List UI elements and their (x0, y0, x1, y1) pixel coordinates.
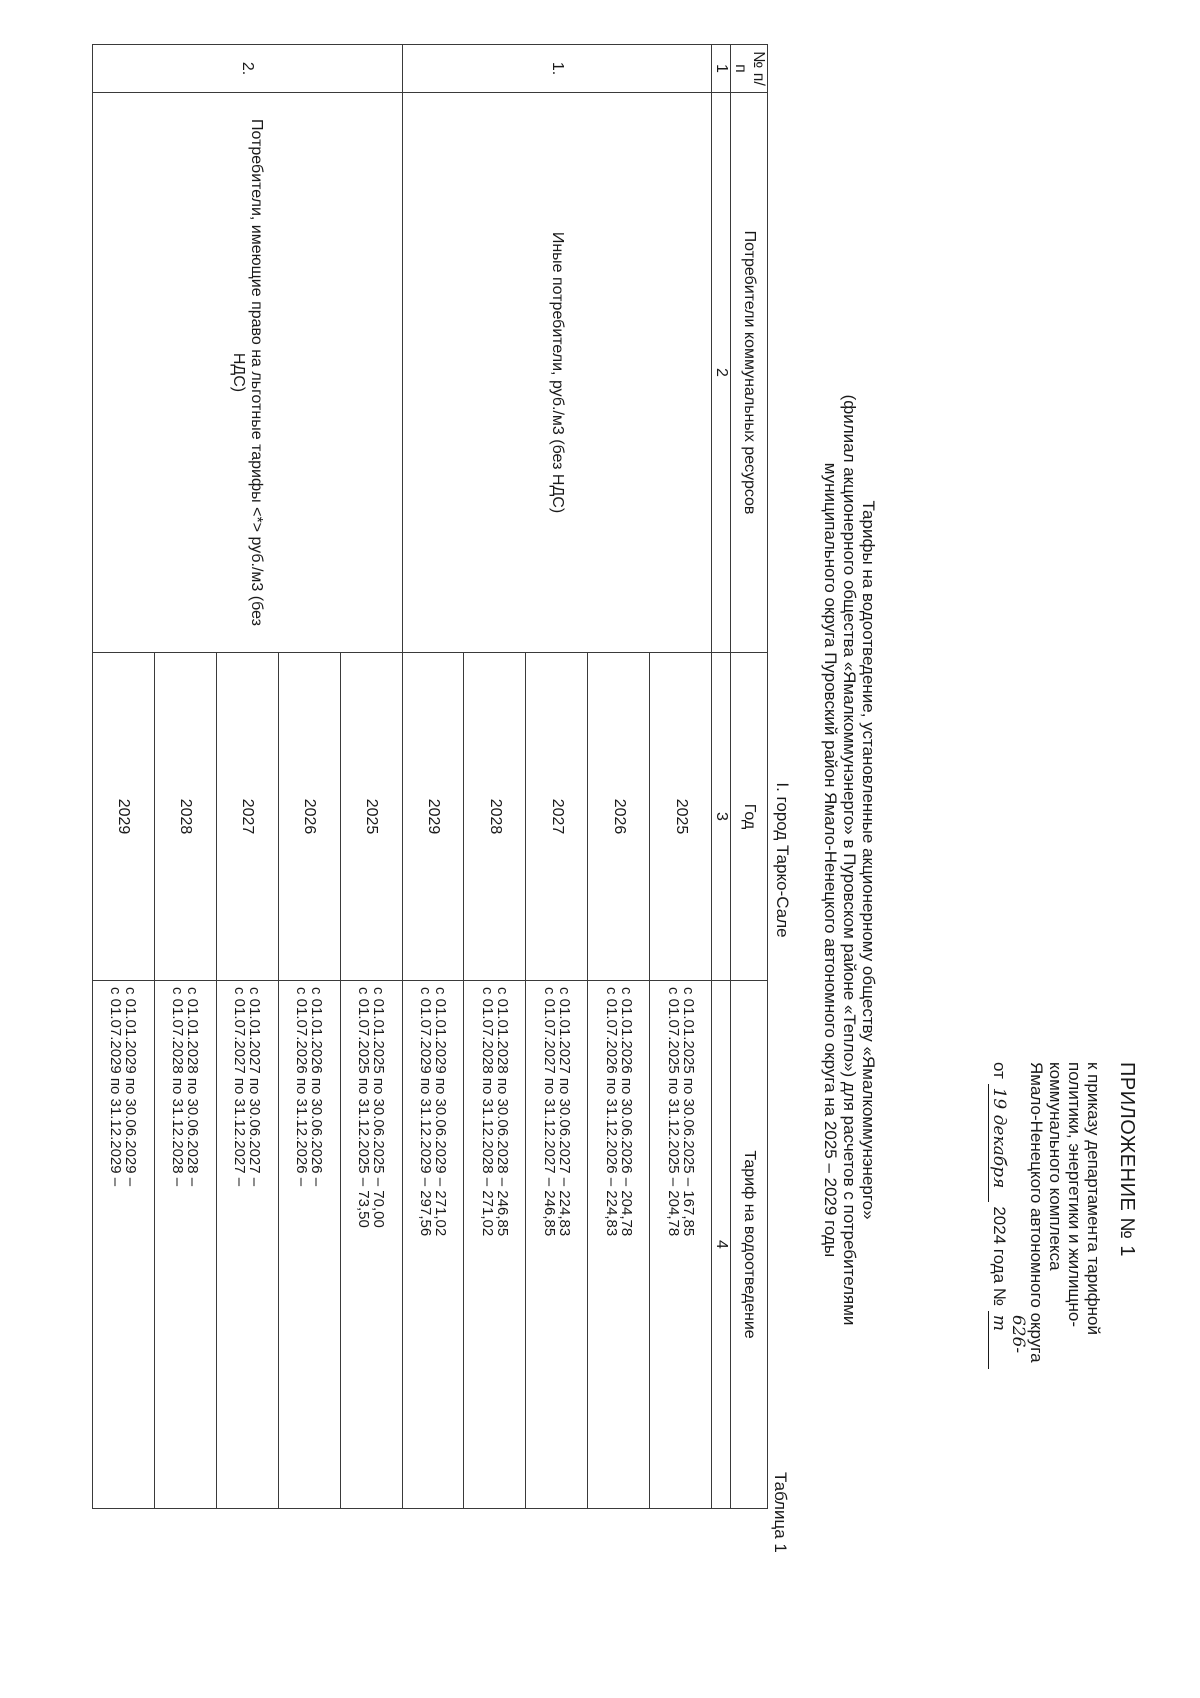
document-title (821, 150, 878, 1570)
tariff-period: с 01.01.2025 по 30.06.2025 – 70,00 (370, 987, 388, 1228)
appendix-date-line (988, 1062, 1027, 1522)
appendix-title: ПРИЛОЖЕНИЕ № 1 (1116, 1062, 1138, 1257)
tariff-cell (93, 981, 155, 1509)
year-cell: 2026 (278, 653, 340, 981)
index-cell: 4 (712, 981, 731, 1509)
tariff-period: с 01.07.2025 по 31.12.2025 – 204,78 (664, 987, 682, 1237)
tariff-table (92, 44, 768, 1509)
tariff-period: с 01.07.2025 по 31.12.2025 – 73,50 (355, 987, 373, 1228)
tariff-cell (154, 981, 216, 1509)
appendix-line: коммунального комплекса (1046, 1062, 1065, 1271)
tariff-period: с 01.07.2028 по 31.12.2028 – (169, 987, 187, 1187)
tariff-cell (340, 981, 402, 1509)
index-cell: 2 (712, 93, 731, 653)
appendix-line: к приказу департамента тарифной (1084, 1062, 1103, 1336)
index-cell: 1 (712, 45, 731, 93)
tariff-period: с 01.07.2027 по 31.12.2027 – (231, 987, 249, 1187)
tariff-period: с 01.01.2026 по 30.06.2026 – (308, 987, 326, 1187)
handwritten-date: 19 декабря (988, 1084, 1008, 1202)
appendix-line: политики, энергетики и жилищно- (1065, 1062, 1084, 1327)
title-line: (филиал акционерного общества «Ямалкоммунэнерго» в Пуровском районе «Тепло») для расчетов с потребителями (840, 394, 859, 1326)
consumer-category: Иные потребители, руб./м3 (без НДС) (402, 93, 711, 653)
tariff-period: с 01.07.2028 по 31.12.2028 – 271,02 (478, 987, 496, 1237)
header-year: Год (731, 653, 768, 981)
date-prefix: от (990, 1062, 1009, 1079)
year-cell: 2025 (340, 653, 402, 981)
year-cell: 2027 (526, 653, 588, 981)
tariff-period: с 01.01.2025 по 30.06.2025 – 167,85 (679, 987, 697, 1237)
tariff-period: с 01.01.2028 по 30.06.2028 – 246,85 (493, 987, 511, 1237)
handwritten-order-number: 626-т (988, 1311, 1027, 1369)
year-cell: 2028 (154, 653, 216, 981)
index-row (712, 45, 731, 1509)
tariff-period: с 01.07.2026 по 31.12.2026 – 224,83 (602, 987, 620, 1237)
tariff-cell (588, 981, 650, 1509)
year-cell: 2026 (588, 653, 650, 981)
header-row (731, 45, 768, 1509)
table-body (93, 45, 731, 1509)
consumer-category: Потребители, имеющие право на льготные тарифы <*> руб./м3 (без НДС) (93, 93, 403, 653)
tariff-period: с 01.07.2029 по 31.12.2029 – 297,56 (417, 987, 434, 1237)
tariff-period: с 01.01.2029 по 30.06.2029 – (122, 987, 140, 1187)
tariff-cell (278, 981, 340, 1509)
tariff-cell (650, 981, 712, 1509)
tariff-period: с 01.01.2028 по 30.06.2028 – (184, 987, 202, 1187)
table-label: Таблица 1 (771, 1472, 790, 1553)
tariff-period: с 01.07.2027 по 31.12.2027 – 246,85 (540, 987, 558, 1237)
tariff-cell (464, 981, 526, 1509)
section-title: I. город Тарко-Сале (773, 782, 792, 938)
year-cell: 2028 (464, 653, 526, 981)
title-line: муниципального округа Пуровский район Ямало-Ненецкого автономного округа на 2025 – 2029 годы (821, 462, 840, 1258)
tariff-period: с 01.07.2026 по 31.12.2026 – (293, 987, 311, 1187)
header-num: № п/п (731, 45, 768, 93)
index-cell: 3 (712, 653, 731, 981)
year-cell: 2025 (650, 653, 712, 981)
tariff-period: с 01.01.2029 по 30.06.2029 – 271,02 (432, 987, 449, 1237)
appendix-block (988, 1062, 1136, 1522)
tariff-period: с 01.01.2027 по 30.06.2027 – (246, 987, 264, 1187)
year-text: 2024 года № (990, 1206, 1009, 1307)
year-cell: 2029 (402, 653, 464, 981)
header-consumers: Потребители коммунальных ресурсов (731, 93, 768, 653)
tariff-period: с 01.07.2029 по 31.12.2029 – (107, 987, 125, 1187)
table-row (650, 45, 712, 1509)
header-tariff: Тариф на водоотведение (731, 981, 768, 1509)
tariff-cell (216, 981, 278, 1509)
row-number: 2. (93, 45, 403, 93)
appendix-line: Ямало-Ненецкого автономного округа (1027, 1062, 1046, 1363)
tariff-period: с 01.01.2026 по 30.06.2026 – 204,78 (617, 987, 635, 1237)
year-cell: 2027 (216, 653, 278, 981)
title-line: Тарифы на водоотведение, установленные акционерному обществу «Ямалкоммунэнерго» (859, 500, 878, 1220)
year-cell: 2029 (93, 653, 155, 981)
tariff-cell (526, 981, 588, 1509)
tariff-period: с 01.01.2027 по 30.06.2027 – 224,83 (555, 987, 573, 1237)
tariff-cell (402, 981, 464, 1509)
row-number: 1. (402, 45, 711, 93)
table-row (340, 45, 402, 1509)
